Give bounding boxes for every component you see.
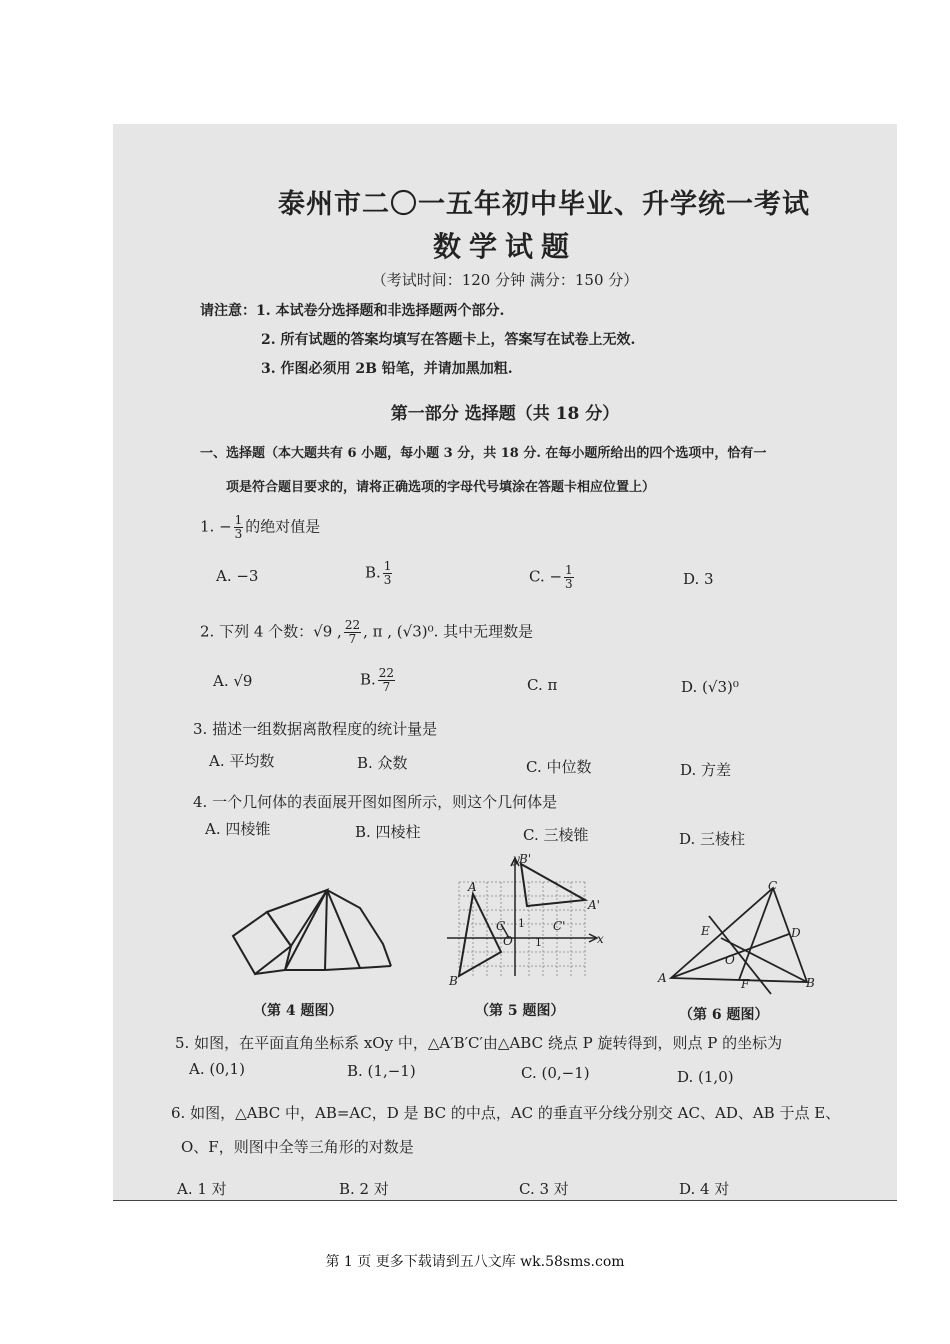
q3-option-b: B. 众数 (357, 754, 408, 772)
fig5-label-a: A (468, 880, 477, 894)
q4-option-b: B. 四棱柱 (355, 823, 421, 841)
q1-b-fraction (383, 560, 393, 587)
q1-suffix: 的绝对值是 (245, 517, 321, 536)
q1-c-prefix: C. − (529, 567, 563, 586)
fig5-label-a-prime: A' (588, 898, 600, 912)
fig5-label-b: B (449, 974, 458, 988)
figure-4-caption: （第 4 题图） (253, 1003, 343, 1019)
section-title: 第一部分 选择题（共 18 分） (390, 404, 620, 424)
instruction-line-2: 项是符合题目要求的，请将正确选项的字母代号填涂在答题卡相应位置上） (226, 480, 656, 495)
exam-info: （考试时间：120 分钟 满分：150 分） (371, 271, 639, 289)
q4-option-c: C. 三棱锥 (523, 826, 589, 844)
q1-option-b (365, 560, 394, 587)
q2-b-fraction (378, 667, 395, 694)
q1-c-den: 3 (565, 577, 573, 591)
q1-option-a: A. −3 (216, 567, 259, 585)
figure-6-caption: （第 6 题图） (679, 1007, 769, 1023)
question-6-stem-line-2: O、F，则图中全等三角形的对数是 (181, 1138, 414, 1156)
q4-option-a: A. 四棱锥 (205, 820, 271, 838)
q5-option-d: D. (1,0) (677, 1068, 734, 1086)
fig5-label-one-vertical: 1 (518, 917, 525, 930)
question-1-stem (200, 514, 320, 541)
question-4-stem: 4. 一个几何体的表面展开图如图所示，则这个几何体是 (193, 793, 558, 811)
q6-option-d: D. 4 对 (679, 1180, 730, 1198)
fig5-label-c-prime: C' (553, 919, 566, 933)
question-5-stem: 5. 如图，在平面直角坐标系 xOy 中，△A′B′C′由△ABC 绕点 P 旋转得到，则点 P 的坐标为 (175, 1034, 783, 1052)
q2-b-num: 22 (378, 666, 395, 680)
page-divider (113, 1200, 897, 1201)
question-6-stem-line-1: 6. 如图，△ABC 中，AB=AC，D 是 BC 的中点，AC 的垂直平分线分别交 AC、AD、AB 于点 E、 (171, 1104, 841, 1122)
q4-option-d: D. 三棱柱 (679, 830, 746, 848)
q3-option-c: C. 中位数 (526, 758, 592, 776)
q2-option-b (360, 667, 397, 694)
q1-frac-den: 3 (234, 527, 243, 541)
fig6-label-a: A (658, 971, 667, 985)
fig5-label-c: C (496, 919, 506, 933)
q1-prefix: 1. − (200, 517, 232, 536)
fig6-label-f: F (741, 977, 750, 991)
q2-option-a: A. √9 (213, 672, 253, 690)
q1-b-num: 1 (383, 559, 392, 573)
fig5-label-x: x (597, 932, 604, 946)
q2-prefix: 2. 下列 4 个数：√9 , (200, 622, 342, 641)
fig6-label-o: O (725, 953, 735, 967)
q1-b-den: 3 (383, 573, 392, 587)
q1-fraction (234, 514, 244, 541)
page-footer: 第 1 页 更多下载请到五八文库 wk.58sms.com (325, 1254, 625, 1270)
fig6-label-d: D (791, 926, 801, 940)
q5-option-b: B. (1,−1) (347, 1062, 416, 1080)
q2-option-c: C. π (527, 676, 558, 694)
q2-fraction (344, 619, 361, 646)
fig5-label-one-horizontal: 1 (535, 936, 542, 949)
q5-option-c: C. (0,−1) (521, 1064, 590, 1082)
fig5-label-o: O (503, 934, 513, 948)
q2-b-prefix: B. (360, 670, 376, 689)
fig6-label-c: C (768, 879, 778, 893)
q1-frac-num: 1 (234, 513, 243, 527)
q2-suffix: , π , (√3)⁰. 其中无理数是 (363, 622, 534, 641)
exam-subject: 数学试题 (432, 230, 577, 263)
figure-4-net (225, 884, 395, 994)
fig6-label-b: B (806, 976, 815, 990)
exam-page-photo (113, 124, 897, 1200)
exam-title: 泰州市二〇一五年初中毕业、升学统一考试 (278, 189, 810, 220)
q1-c-num: 1 (565, 563, 573, 577)
question-2-stem (200, 619, 533, 646)
fig5-label-b-prime: B' (519, 852, 532, 866)
q1-b-prefix: B. (365, 563, 381, 582)
q1-option-d: D. 3 (683, 570, 714, 588)
q2-frac-den: 7 (348, 632, 357, 646)
note-3: 3. 作图必须用 2B 铅笔，并请加黑加粗. (261, 361, 513, 377)
q6-option-a: A. 1 对 (177, 1180, 227, 1198)
instruction-line-1: 一、选择题（本大题共有 6 小题，每小题 3 分，共 18 分. 在每小题所给出的四个选项中，恰有一 (200, 446, 767, 461)
figure-5-grid (443, 854, 615, 994)
note-2: 2. 所有试题的答案均填写在答题卡上，答案写在试卷上无效. (261, 332, 636, 348)
q6-option-b: B. 2 对 (339, 1180, 389, 1198)
question-3-stem: 3. 描述一组数据离散程度的统计量是 (193, 720, 438, 738)
figure-5-caption: （第 5 题图） (475, 1003, 565, 1019)
fig6-label-e: E (701, 924, 710, 938)
fig5-label-y: y (513, 852, 520, 866)
q2-option-d: D. (√3)⁰ (681, 678, 739, 696)
q1-option-c (529, 564, 576, 591)
note-1: 请注意：1. 本试卷分选择题和非选择题两个部分. (200, 303, 505, 319)
q2-b-den: 7 (382, 680, 391, 694)
q2-frac-num: 22 (344, 618, 361, 632)
q1-c-fraction (564, 564, 574, 591)
q3-option-d: D. 方差 (680, 761, 732, 779)
q6-option-c: C. 3 对 (519, 1180, 569, 1198)
q5-option-a: A. (0,1) (189, 1060, 245, 1078)
q3-option-a: A. 平均数 (209, 752, 275, 770)
